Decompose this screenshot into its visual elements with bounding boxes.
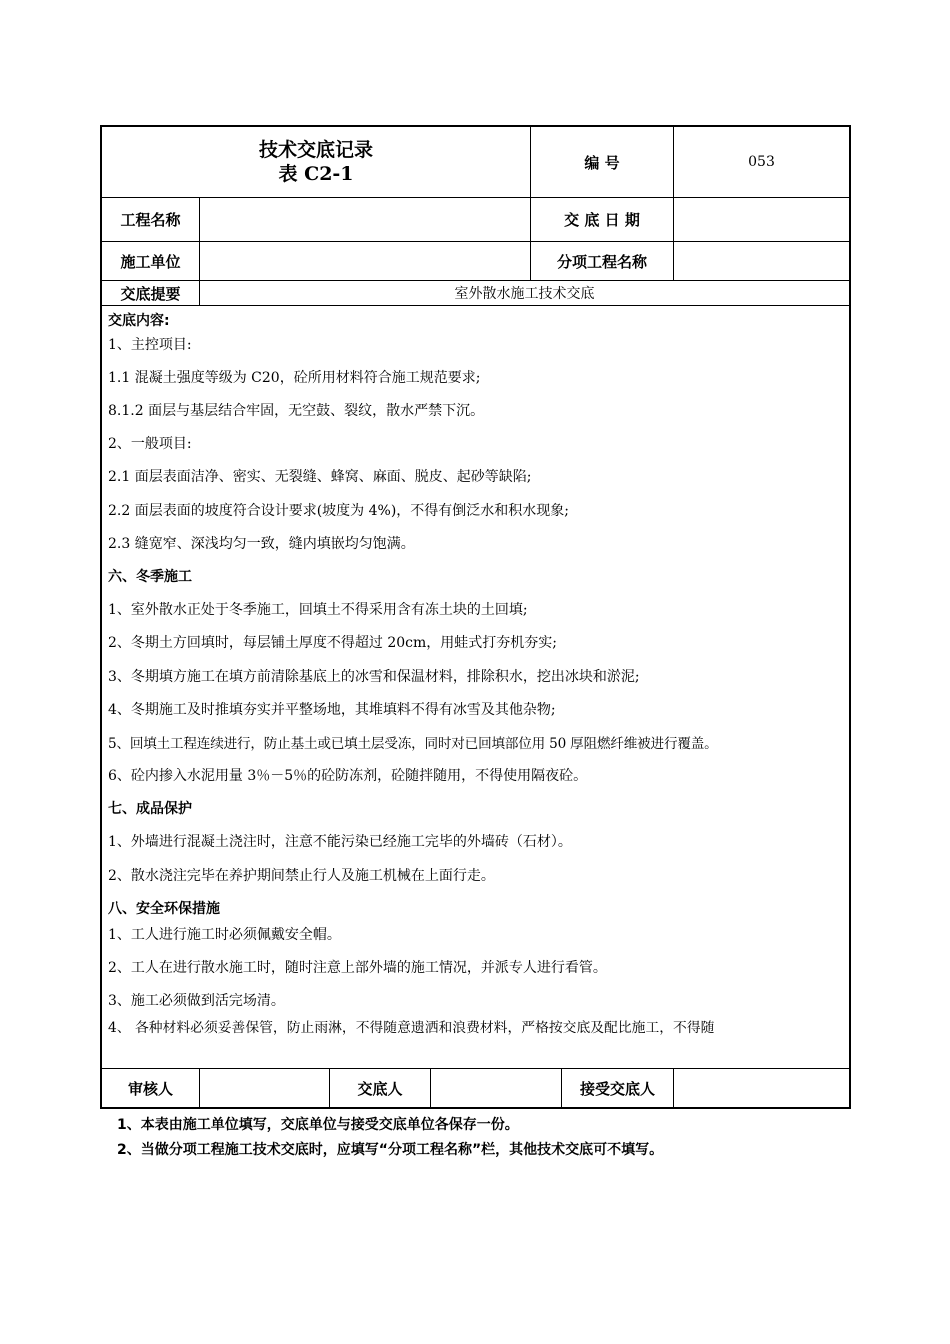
- subproject-name-field[interactable]: [674, 242, 849, 280]
- content-line: 2、一般项目:: [108, 436, 192, 452]
- content-line: 1、室外散水正处于冬季施工，回填土不得采用含有冻土块的土回填;: [108, 602, 528, 618]
- reviewer-label: 审核人: [127, 1079, 173, 1098]
- content-line: 2、散水浇注完毕在养护期间禁止行人及施工机械在上面行走。: [108, 868, 495, 884]
- content-line: 2.3 缝宽窄、深浅均匀一致，缝内填嵌均匀饱满。: [108, 536, 415, 552]
- content-heading: 交底内容:: [108, 313, 170, 329]
- project-name-field[interactable]: [200, 198, 530, 241]
- title-line-1: 技术交底记录: [258, 139, 373, 161]
- form-title: [102, 127, 530, 197]
- number-value: 053: [748, 154, 775, 170]
- construction-unit-label: 施工单位: [120, 252, 181, 271]
- section-heading-protection: 七、成品保护: [108, 801, 192, 817]
- receiver-field[interactable]: [674, 1069, 849, 1107]
- disclosure-date-label: 交 底 日 期: [564, 211, 640, 229]
- content-line: 8.1.2 面层与基层结合牢固，无空鼓、裂纹，散水严禁下沉。: [108, 403, 485, 419]
- section-heading-safety: 八、安全环保措施: [108, 901, 220, 917]
- subproject-name-label: 分项工程名称: [556, 252, 647, 271]
- content-line: 2.2 面层表面的坡度符合设计要求(坡度为 4%)，不得有倒泛水和积水现象;: [108, 503, 570, 519]
- disclosure-date-field[interactable]: [674, 198, 849, 241]
- content-line: 6、砼内掺入水泥用量 3％－5％的砼防冻剂，砼随拌随用，不得使用隔夜砼。: [108, 768, 588, 784]
- content-line: 2.1 面层表面洁净、密实、无裂缝、蜂窝、麻面、脱皮、起砂等缺陷;: [108, 469, 532, 485]
- content-line: 2、冬期土方回填时，每层铺土厚度不得超过 20cm，用蛙式打夯机夯实;: [108, 635, 558, 651]
- content-line: 4、冬期施工及时推填夯实并平整场地，其堆填料不得有冰雪及其他杂物;: [108, 702, 556, 718]
- content-line: 1、外墙进行混凝土浇注时，注意不能污染已经施工完毕的外墙砖（石材）。: [108, 834, 572, 850]
- footnote: 1、本表由施工单位填写，交底单位与接受交底单位各保存一份。: [117, 1117, 519, 1133]
- summary-label: 交底提要: [120, 284, 181, 303]
- reviewer-field[interactable]: [200, 1069, 329, 1107]
- content-line: 3、施工必须做到活完场清。: [108, 993, 285, 1009]
- number-label: 编 号: [584, 153, 620, 172]
- title-line-2: 表 C2-1: [278, 163, 354, 185]
- content-line: 1、主控项目:: [108, 337, 192, 353]
- section-heading-winter: 六、冬季施工: [108, 569, 192, 585]
- content-line: 3、冬期填方施工在填方前清除基底上的冰雪和保温材料，排除积水，挖出冰块和淤泥;: [108, 669, 640, 685]
- content-line: 5、回填土工程连续进行，防止基土或已填土层受冻，同时对已回填部位用 50 厚阻燃纤维被进行覆盖。: [108, 736, 718, 752]
- project-name-label: 工程名称: [120, 211, 181, 229]
- content-line: 1.1 混凝土强度等级为 C20，砼所用材料符合施工规范要求;: [108, 370, 481, 386]
- discloser-label: 交底人: [357, 1079, 403, 1098]
- discloser-field[interactable]: [431, 1069, 561, 1107]
- content-line: 2、工人在进行散水施工时，随时注意上部外墙的施工情况，并派专人进行看管。: [108, 960, 607, 976]
- row-divider: [101, 305, 850, 306]
- content-line: 4、 各种材料必须妥善保管，防止雨淋，不得随意遗洒和浪费材料，严格按交底及配比施工，不得随: [108, 1020, 715, 1036]
- footnote: 2、当做分项工程施工技术交底时，应填写“分项工程名称”栏，其他技术交底可不填写。: [117, 1142, 664, 1158]
- summary-value: 室外散水施工技术交底: [454, 286, 595, 302]
- construction-unit-field[interactable]: [200, 242, 530, 280]
- content-line: 1、工人进行施工时必须佩戴安全帽。: [108, 927, 341, 943]
- receiver-label: 接受交底人: [579, 1079, 655, 1098]
